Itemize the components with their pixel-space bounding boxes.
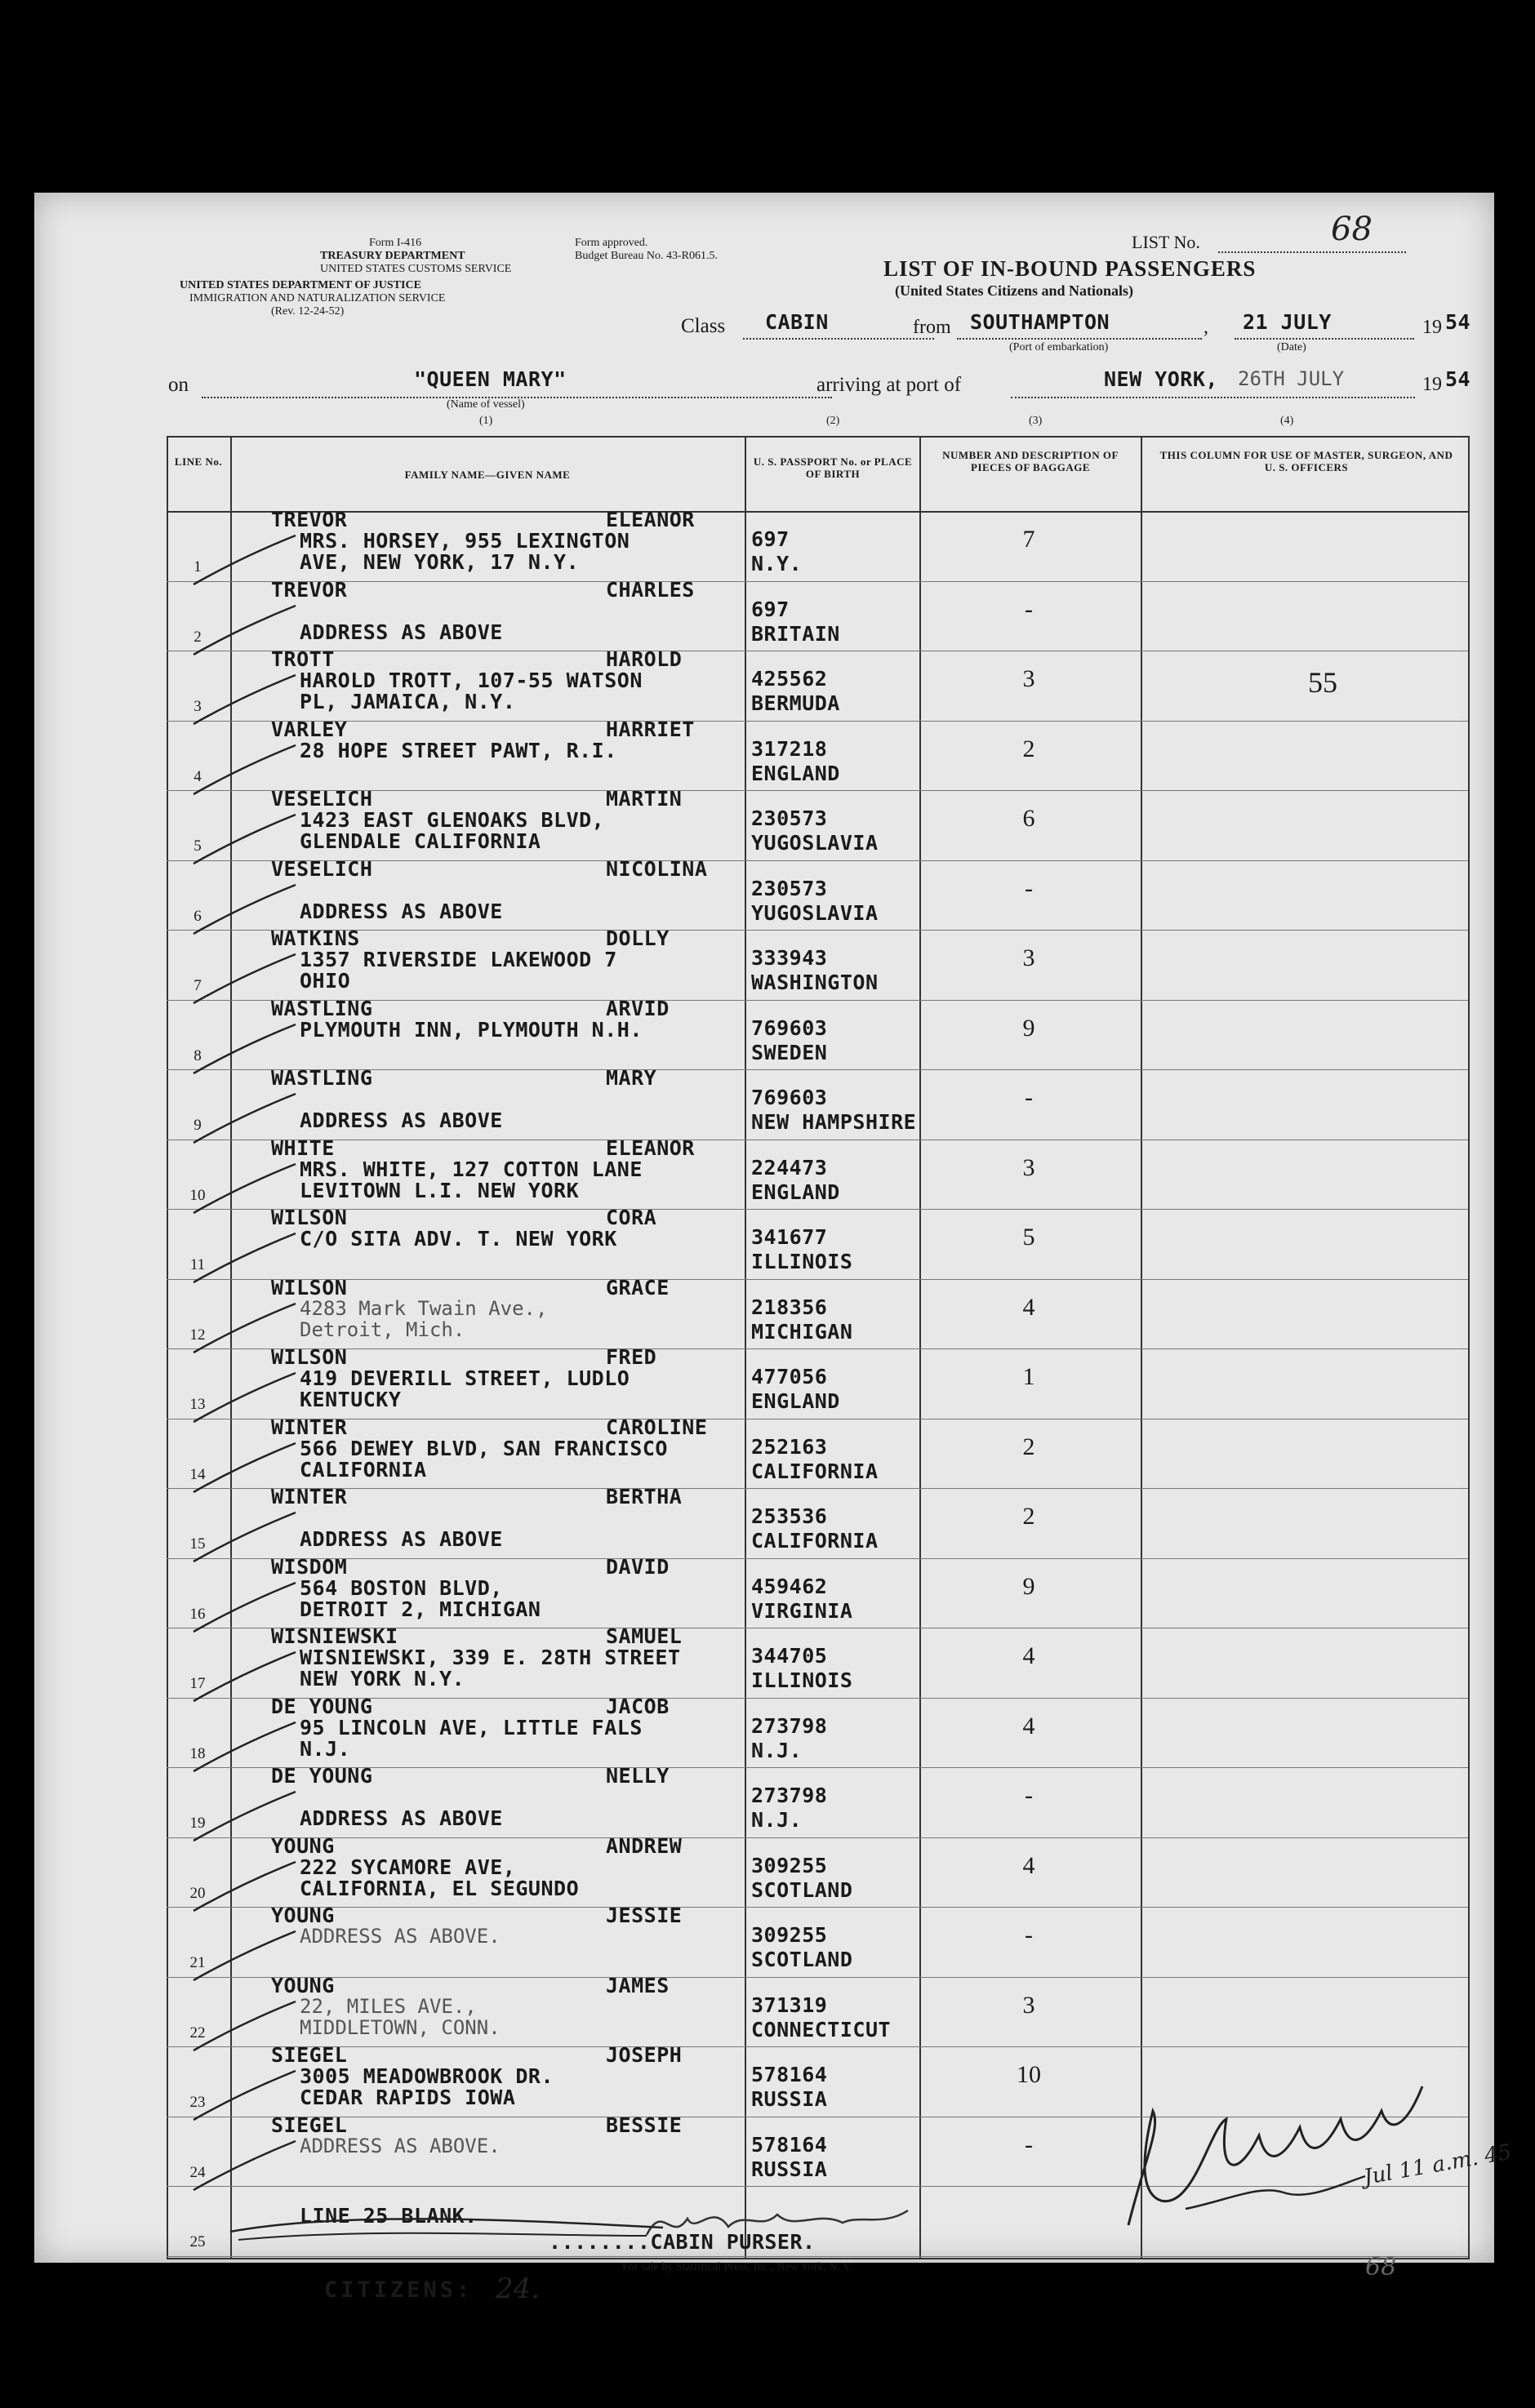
citizens-label: CITIZENS: <box>324 2277 474 2303</box>
address-line-2: ADDRESS AS ABOVE <box>300 1108 503 1132</box>
printer-credit: For sale by Statistical Press, Inc., New York, N. Y. <box>622 2261 852 2273</box>
baggage-count: - <box>1025 1782 1033 1809</box>
year-suffix: 54 <box>1445 310 1471 334</box>
place-of-birth: N.J. <box>751 1738 803 1762</box>
given-name: BESSIE <box>606 2113 683 2137</box>
page-number: 68 <box>1365 2253 1397 2281</box>
line-number: 11 <box>189 1256 206 1273</box>
citizens-value: 24. <box>496 2272 541 2305</box>
line-number: 1 <box>194 558 202 575</box>
given-name: CHARLES <box>606 577 695 602</box>
line-number: 4 <box>194 767 202 785</box>
class-value: CABIN <box>765 310 829 334</box>
address-line-1: 566 DEWEY BLVD, SAN FRANCISCO <box>300 1436 668 1460</box>
budget-bureau: Budget Bureau No. 43-R061.5. <box>575 250 718 262</box>
address-line-2: N.J. <box>300 1736 351 1761</box>
address-line-1: 3005 MEADOWBROOK DR. <box>300 2064 554 2088</box>
address-line-1: 1357 RIVERSIDE LAKEWOOD 7 <box>300 948 617 971</box>
given-name: MARTIN <box>606 787 683 811</box>
manifest-sheet: Form I-416 TREASURY DEPARTMENT UNITED STATES CUSTOMS SERVICE UNITED STATES DEPARTMENT OF JUSTICE IMMIGRATION AND NATURALIZATION SERVICE (Rev. 12-24-52) Form approved. Budget Bureau No. 43-R061.5. LIST No. 68 LIST OF IN-BOUND PASSENGERS (United States Citizens and Nationals) Class CABIN from SOUTHAMPTON (Port of embarkation) , 21 JULY 19 54 (Date) on "QUEEN MARY" (Name of vessel) arriving at port of NEW YORK, 26TH JULY 19 54 (1) (2) (3) (4) LINE No. FAMILY NAME—GIVEN NAME U. S. PASSPORT No. or PLACE OF BIRTH NUMBER AND DESCRIPTION OF PIECES OF BAGGAGE THIS COLUMN FOR USE OF MASTER, SURGEON, AND U. S. OFFICERS 1 TREVOR ELEANOR MRS. HORSEY, 955 LEXINGTON AVE, NEW YORK, 17 N.Y. 697 N.Y. 7 2 TREVOR CHARLES ADDRESS AS ABOVE 697 BRITAIN - 3 TROTT HAROLD HAROLD TROTT, 107-55 WATSON PL, JAMAICA, N.Y. 425562 BERMUDA 3 55 4 VARLEY HARRIET 28 HOPE STREET PAWT, R.I. 317218 ENGLAND 2 5 VESELICH MARTIN 1423 EAST GLENOAKS BLVD, GLENDALE CALIFORNIA 230573 YUGOSLAVIA 6 6 VESELICH NICOLINA ADDRESS AS ABOVE 230573 YUGOSLAVIA - 7 WATKINS DOLLY 1357 RIVERSIDE LAKEWOOD 7 OHIO 333943 WASHINGTON 3 8 WASTLING ARVID PLYMOUTH INN, PLYMOUTH N.H. 769603 SWEDEN 9 9 WASTLING MARY ADDRESS AS ABOVE 769603 NEW HAMPSHIRE - 10 WHITE ELEANOR MRS. WHITE, 127 COTTON LANE LEVITOWN L.I. NEW YORK 224473 ENGLAND 3 11 WILSON CORA C/O SITA ADV. T. NEW YORK 341677 ILLINOIS 5 12 WILSON GRACE 4283 Mark Twain Ave., Detroit, Mich. 218356 MICHIGAN 4 13 WILSON FRED 419 DEVERILL STREET, LUDLO KENTUCKY 477056 ENGLAND 1 14 WINTER CAROLINE 566 DEWEY BLVD, SAN FRANCISCO CALIFORNIA 252163 CALIFORNIA 2 15 WINTER BERTHA ADDRESS AS ABOVE 253536 CALIFORNIA 2 16 WISDOM DAVID 564 BOSTON BLVD, DETROIT 2, MICHIGAN 459462 VIRGINIA 9 17 WISNIEWSKI SAMUEL WISNIEWSKI, 339 E. 28TH STREET NEW YORK N.Y. 344705 ILLINOIS 4 18 DE YOUNG JACOB 95 LINCOLN AVE, LITTLE FALS N.J. 273798 N.J. 4 19 DE YOUNG NELLY ADDRESS AS ABOVE 273798 N.J. - 20 YOUNG ANDREW 222 SYCAMORE AVE, CALIFORNIA, EL SEGUNDO 309255 SCOTLAND 4 21 YOUNG JESSIE ADDRESS AS ABOVE. 309255 SCOTLAND - 22 YOUNG JAMES 22, MILES AVE., MIDDLETOWN, CONN. 371319 CONNECTICUT 3 23 SIEGEL JOSEPH 3005 MEADOWBROOK DR. CEDAR RAPIDS IOWA 578164 RUSSIA 10 24 SIEGEL BESSIE ADDRESS AS ABOVE. 578164 RUSSIA - 25 LINE 25 BLANK. ........CABIN PURSER. For sale by Statistical Press, Inc., New York, N. Y. CITIZENS: 24. 68 Jul 11 a.m. 45 <box>34 193 1494 2263</box>
line-number: 21 <box>189 1954 206 1971</box>
ins-service: IMMIGRATION AND NATURALIZATION SERVICE <box>189 292 446 304</box>
officer-note: 55 <box>1308 666 1337 699</box>
family-name: SIEGEL <box>271 2043 348 2067</box>
family-name: DE YOUNG <box>271 1764 373 1788</box>
vessel-name: "QUEEN MARY" <box>414 367 567 391</box>
check-mark <box>189 2133 304 2198</box>
date-caption: (Date) <box>1277 341 1306 353</box>
arrival-port: NEW YORK, <box>1104 367 1218 391</box>
header-passport: U. S. PASSPORT No. or PLACE OF BIRTH <box>753 455 913 480</box>
place-of-birth: N.J. <box>751 1808 803 1832</box>
place-of-birth: YUGOSLAVIA <box>751 900 879 925</box>
place-of-birth: ENGLAND <box>751 1389 840 1413</box>
given-name: SAMUEL <box>606 1624 683 1648</box>
family-name: TREVOR <box>271 508 348 531</box>
family-name: WINTER <box>271 1415 348 1439</box>
address-line-1: PLYMOUTH INN, PLYMOUTH N.H. <box>300 1017 643 1042</box>
passport-number: 697 <box>751 527 790 551</box>
passport-number: 309255 <box>751 1853 828 1877</box>
place-of-birth: ENGLAND <box>751 1180 840 1204</box>
line-number: 5 <box>194 837 202 855</box>
line-number: 20 <box>189 1884 206 1902</box>
line-number: 12 <box>189 1326 206 1344</box>
family-name: SIEGEL <box>271 2113 348 2137</box>
given-name: NICOLINA <box>606 856 708 881</box>
address-line-1: 4283 Mark Twain Ave., <box>300 1296 548 1320</box>
place-of-birth: BERMUDA <box>751 691 840 715</box>
family-name: WISNIEWSKI <box>271 1624 398 1648</box>
baggage-count: 4 <box>1022 1293 1035 1321</box>
line-number: 19 <box>189 1815 206 1832</box>
line-number: 3 <box>194 698 202 715</box>
passport-number: 578164 <box>751 2132 828 2157</box>
baggage-count: 2 <box>1022 1433 1035 1460</box>
family-name: WHITE <box>271 1135 335 1160</box>
address-line-1: 22, MILES AVE., <box>300 1994 477 2018</box>
place-of-birth: ILLINOIS <box>751 1250 853 1273</box>
passport-number: 230573 <box>751 806 828 830</box>
given-name: HAROLD <box>606 647 683 671</box>
place-of-birth: SCOTLAND <box>751 1948 853 1971</box>
line-number: 22 <box>189 2024 206 2041</box>
baggage-count: 2 <box>1022 1503 1035 1530</box>
officer-signature <box>1096 2029 1514 2250</box>
address-line-2: ADDRESS AS ABOVE <box>300 620 503 644</box>
given-name: NELLY <box>606 1764 670 1788</box>
header-officers: THIS COLUMN FOR USE OF MASTER, SURGEON, AND U. S. OFFICERS <box>1159 449 1453 473</box>
place-of-birth: CALIFORNIA <box>751 1529 879 1553</box>
given-name: JESSIE <box>606 1904 683 1927</box>
baggage-count: 1 <box>1022 1363 1035 1390</box>
col-num-3: (3) <box>1029 415 1043 427</box>
address-line-2: OHIO <box>300 969 351 993</box>
address-line-2: ADDRESS AS ABOVE <box>300 1806 503 1830</box>
address-line-1: 1423 EAST GLENOAKS BLVD, <box>300 808 605 832</box>
line-number: 6 <box>194 907 202 925</box>
passport-number: 252163 <box>751 1434 828 1459</box>
address-line-2: GLENDALE CALIFORNIA <box>300 829 541 853</box>
address-line-1: ADDRESS AS ABOVE. <box>300 1925 501 1948</box>
address-line-2: LEVITOWN L.I. NEW YORK <box>300 1178 580 1202</box>
given-name: HARRIET <box>606 717 695 741</box>
address-line-2: ADDRESS AS ABOVE <box>300 1527 503 1551</box>
baggage-count: 6 <box>1022 805 1035 832</box>
address-line-1: 419 DEVERILL STREET, LUDLO <box>300 1366 630 1390</box>
col-num-4: (4) <box>1280 415 1294 427</box>
passport-number: 425562 <box>751 667 828 691</box>
family-name: WILSON <box>271 1345 348 1369</box>
col-num-2: (2) <box>826 415 840 427</box>
family-name: WISDOM <box>271 1554 348 1579</box>
place-of-birth: WASHINGTON <box>751 971 879 994</box>
address-line-1: HAROLD TROTT, 107-55 WATSON <box>300 669 643 692</box>
address-line-1: ADDRESS AS ABOVE. <box>300 2134 501 2157</box>
address-line-1: MRS. HORSEY, 955 LEXINGTON <box>300 529 630 553</box>
list-no-value: 68 <box>1331 211 1373 248</box>
list-no-label: LIST No. <box>1132 232 1200 252</box>
given-name: JACOB <box>606 1694 670 1718</box>
address-line-1: 564 BOSTON BLVD, <box>300 1575 503 1600</box>
arrival-date: 26TH JULY <box>1238 367 1345 390</box>
baggage-count: 10 <box>1017 2061 1041 2088</box>
given-name: CORA <box>606 1206 657 1229</box>
given-name: ELEANOR <box>606 1135 695 1160</box>
justice-dept: UNITED STATES DEPARTMENT OF JUSTICE <box>180 279 421 291</box>
address-line-2: PL, JAMAICA, N.Y. <box>300 690 516 713</box>
given-name: BERTHA <box>606 1485 683 1508</box>
class-label: Class <box>681 315 726 337</box>
col-num-1: (1) <box>479 415 493 427</box>
on-label: on <box>168 374 189 396</box>
place-of-birth: CALIFORNIA <box>751 1459 879 1483</box>
family-name: WILSON <box>271 1275 348 1300</box>
place-of-birth: RUSSIA <box>751 2157 828 2181</box>
address-line-2: Detroit, Mich. <box>300 1317 465 1341</box>
header-name: FAMILY NAME—GIVEN NAME <box>404 469 571 481</box>
form-number: Form I-416 <box>369 237 422 249</box>
passport-number: 309255 <box>751 1923 828 1947</box>
address-line-2: CEDAR RAPIDS IOWA <box>300 2086 516 2109</box>
given-name: JOSEPH <box>606 2043 683 2067</box>
header-baggage: NUMBER AND DESCRIPTION OF PIECES OF BAGGAGE <box>942 449 1119 473</box>
line-number: 14 <box>189 1465 206 1483</box>
address-line-1: 28 HOPE STREET PAWT, R.I. <box>300 738 617 762</box>
line-number: 23 <box>189 2094 206 2111</box>
form-approved: Form approved. <box>575 237 648 249</box>
vessel-caption: (Name of vessel) <box>447 398 525 411</box>
family-name: WASTLING <box>271 996 373 1020</box>
place-of-birth: ILLINOIS <box>751 1668 853 1692</box>
place-of-birth: SCOTLAND <box>751 1877 853 1902</box>
baggage-count: 7 <box>1022 526 1035 553</box>
family-name: WILSON <box>271 1206 348 1229</box>
address-line-2: AVE, NEW YORK, 17 N.Y. <box>300 550 580 574</box>
passport-number: 230573 <box>751 876 828 900</box>
address-line-2: DETROIT 2, MICHIGAN <box>300 1597 541 1621</box>
family-name: VESELICH <box>271 856 373 881</box>
place-of-birth: N.Y. <box>751 552 803 575</box>
place-of-birth: NEW HAMPSHIRE <box>751 1110 917 1134</box>
baggage-count: - <box>1025 1084 1033 1111</box>
port-embark-caption: (Port of embarkation) <box>1009 341 1109 353</box>
baggage-count: 9 <box>1022 1014 1035 1042</box>
customs-service: UNITED STATES CUSTOMS SERVICE <box>320 263 512 275</box>
family-name: WINTER <box>271 1485 348 1508</box>
address-line-1: MRS. WHITE, 127 COTTON LANE <box>300 1157 643 1181</box>
baggage-count: 3 <box>1022 944 1035 971</box>
baggage-count: 3 <box>1022 665 1035 692</box>
port-of-embarkation: SOUTHAMPTON <box>970 310 1110 334</box>
passport-number: 459462 <box>751 1574 828 1598</box>
address-line-2: MIDDLETOWN, CONN. <box>300 2015 501 2039</box>
line-number: 15 <box>189 1535 206 1553</box>
passport-number: 253536 <box>751 1504 828 1528</box>
address-line-2: KENTUCKY <box>300 1388 402 1411</box>
given-name: CAROLINE <box>606 1415 708 1439</box>
list-subtitle: (United States Citizens and Nationals) <box>895 282 1134 299</box>
address-line-2: NEW YORK N.Y. <box>300 1667 465 1690</box>
family-name: VESELICH <box>271 787 373 811</box>
given-name: DOLLY <box>606 926 670 950</box>
line-number: 2 <box>194 628 202 646</box>
given-name: ARVID <box>606 996 670 1020</box>
place-of-birth: SWEDEN <box>751 1040 828 1064</box>
line-number: 25 <box>189 2233 206 2250</box>
baggage-count: 5 <box>1022 1224 1035 1251</box>
purser-line: ........CABIN PURSER. <box>549 2230 816 2254</box>
place-of-birth: VIRGINIA <box>751 1598 853 1623</box>
departure-date: 21 JULY <box>1243 310 1332 334</box>
family-name: TROTT <box>271 647 335 671</box>
passport-number: 769603 <box>751 1086 828 1109</box>
baggage-count: - <box>1025 2130 1033 2158</box>
family-name: WASTLING <box>271 1066 373 1090</box>
header-line-no: LINE No. <box>174 455 223 468</box>
family-name: WATKINS <box>271 926 360 950</box>
baggage-count: 4 <box>1022 1642 1035 1669</box>
address-line-1: C/O SITA ADV. T. NEW YORK <box>300 1227 617 1251</box>
baggage-count: - <box>1025 595 1033 623</box>
passport-number: 273798 <box>751 1713 828 1738</box>
list-title: LIST OF IN-BOUND PASSENGERS <box>883 256 1257 281</box>
address-line-2: ADDRESS AS ABOVE <box>300 899 503 923</box>
line-number: 24 <box>189 2163 206 2181</box>
address-line-2: CALIFORNIA, EL SEGUNDO <box>300 1876 580 1900</box>
address-line-1: WISNIEWSKI, 339 E. 28TH STREET <box>300 1646 681 1669</box>
address-line-1: 95 LINCOLN AVE, LITTLE FALS <box>300 1715 643 1739</box>
year-prefix: 19 <box>1422 317 1442 338</box>
line-number: 13 <box>189 1396 206 1413</box>
line-number: 17 <box>189 1675 206 1692</box>
passport-number: 333943 <box>751 946 828 970</box>
baggage-count: - <box>1025 1922 1033 1948</box>
baggage-count: - <box>1025 874 1033 902</box>
baggage-count: 4 <box>1022 1712 1035 1739</box>
given-name: ELEANOR <box>606 508 695 531</box>
passport-number: 341677 <box>751 1225 828 1249</box>
place-of-birth: RUSSIA <box>751 2087 828 2111</box>
baggage-count: 9 <box>1022 1572 1035 1600</box>
family-name: YOUNG <box>271 1973 335 1997</box>
family-name: YOUNG <box>271 1904 335 1927</box>
family-name: YOUNG <box>271 1833 335 1858</box>
family-name: TREVOR <box>271 577 348 602</box>
revision: (Rev. 12-24-52) <box>271 305 345 318</box>
place-of-birth: BRITAIN <box>751 621 840 646</box>
given-name: FRED <box>606 1345 657 1369</box>
baggage-count: 4 <box>1022 1851 1035 1879</box>
from-label: from <box>913 317 951 338</box>
passport-number: 317218 <box>751 736 828 761</box>
place-of-birth: ENGLAND <box>751 761 840 785</box>
passport-number: 273798 <box>751 1784 828 1807</box>
address-line-1: 222 SYCAMORE AVE, <box>300 1855 516 1879</box>
line-number: 7 <box>194 977 202 994</box>
line-number: 9 <box>194 1117 202 1134</box>
baggage-count: 2 <box>1022 735 1035 762</box>
passport-number: 578164 <box>751 2063 828 2086</box>
place-of-birth: CONNECTICUT <box>751 2017 892 2041</box>
line25-strike <box>222 2207 679 2256</box>
passport-number: 371319 <box>751 1993 828 2017</box>
arriving-label: arriving at port of <box>816 374 962 396</box>
given-name: JAMES <box>606 1973 670 1997</box>
passport-number: 344705 <box>751 1644 828 1668</box>
passport-number: 224473 <box>751 1155 828 1180</box>
given-name: DAVID <box>606 1554 670 1579</box>
line-number: 8 <box>194 1046 202 1064</box>
given-name: ANDREW <box>606 1833 683 1858</box>
baggage-count: 3 <box>1022 1153 1035 1181</box>
passport-number: 477056 <box>751 1365 828 1388</box>
place-of-birth: MICHIGAN <box>751 1319 853 1344</box>
place-of-birth: YUGOSLAVIA <box>751 831 879 855</box>
family-name: VARLEY <box>271 717 348 741</box>
passport-number: 218356 <box>751 1295 828 1319</box>
treasury-dept: TREASURY DEPARTMENT <box>320 250 465 262</box>
baggage-count: 3 <box>1022 1991 1035 2019</box>
address-line-1: LINE 25 BLANK. <box>300 2204 478 2228</box>
passport-number: 697 <box>751 597 790 621</box>
line-number: 16 <box>189 1605 206 1623</box>
purser-signature <box>638 2194 932 2251</box>
margin-note: Jul 11 a.m. 45 <box>1362 2139 1514 2190</box>
given-name: GRACE <box>606 1275 670 1300</box>
address-line-2: CALIFORNIA <box>300 1457 427 1482</box>
passport-number: 769603 <box>751 1015 828 1040</box>
line-number: 18 <box>189 1744 206 1762</box>
given-name: MARY <box>606 1066 657 1090</box>
family-name: DE YOUNG <box>271 1694 373 1718</box>
line-number: 10 <box>189 1186 206 1204</box>
